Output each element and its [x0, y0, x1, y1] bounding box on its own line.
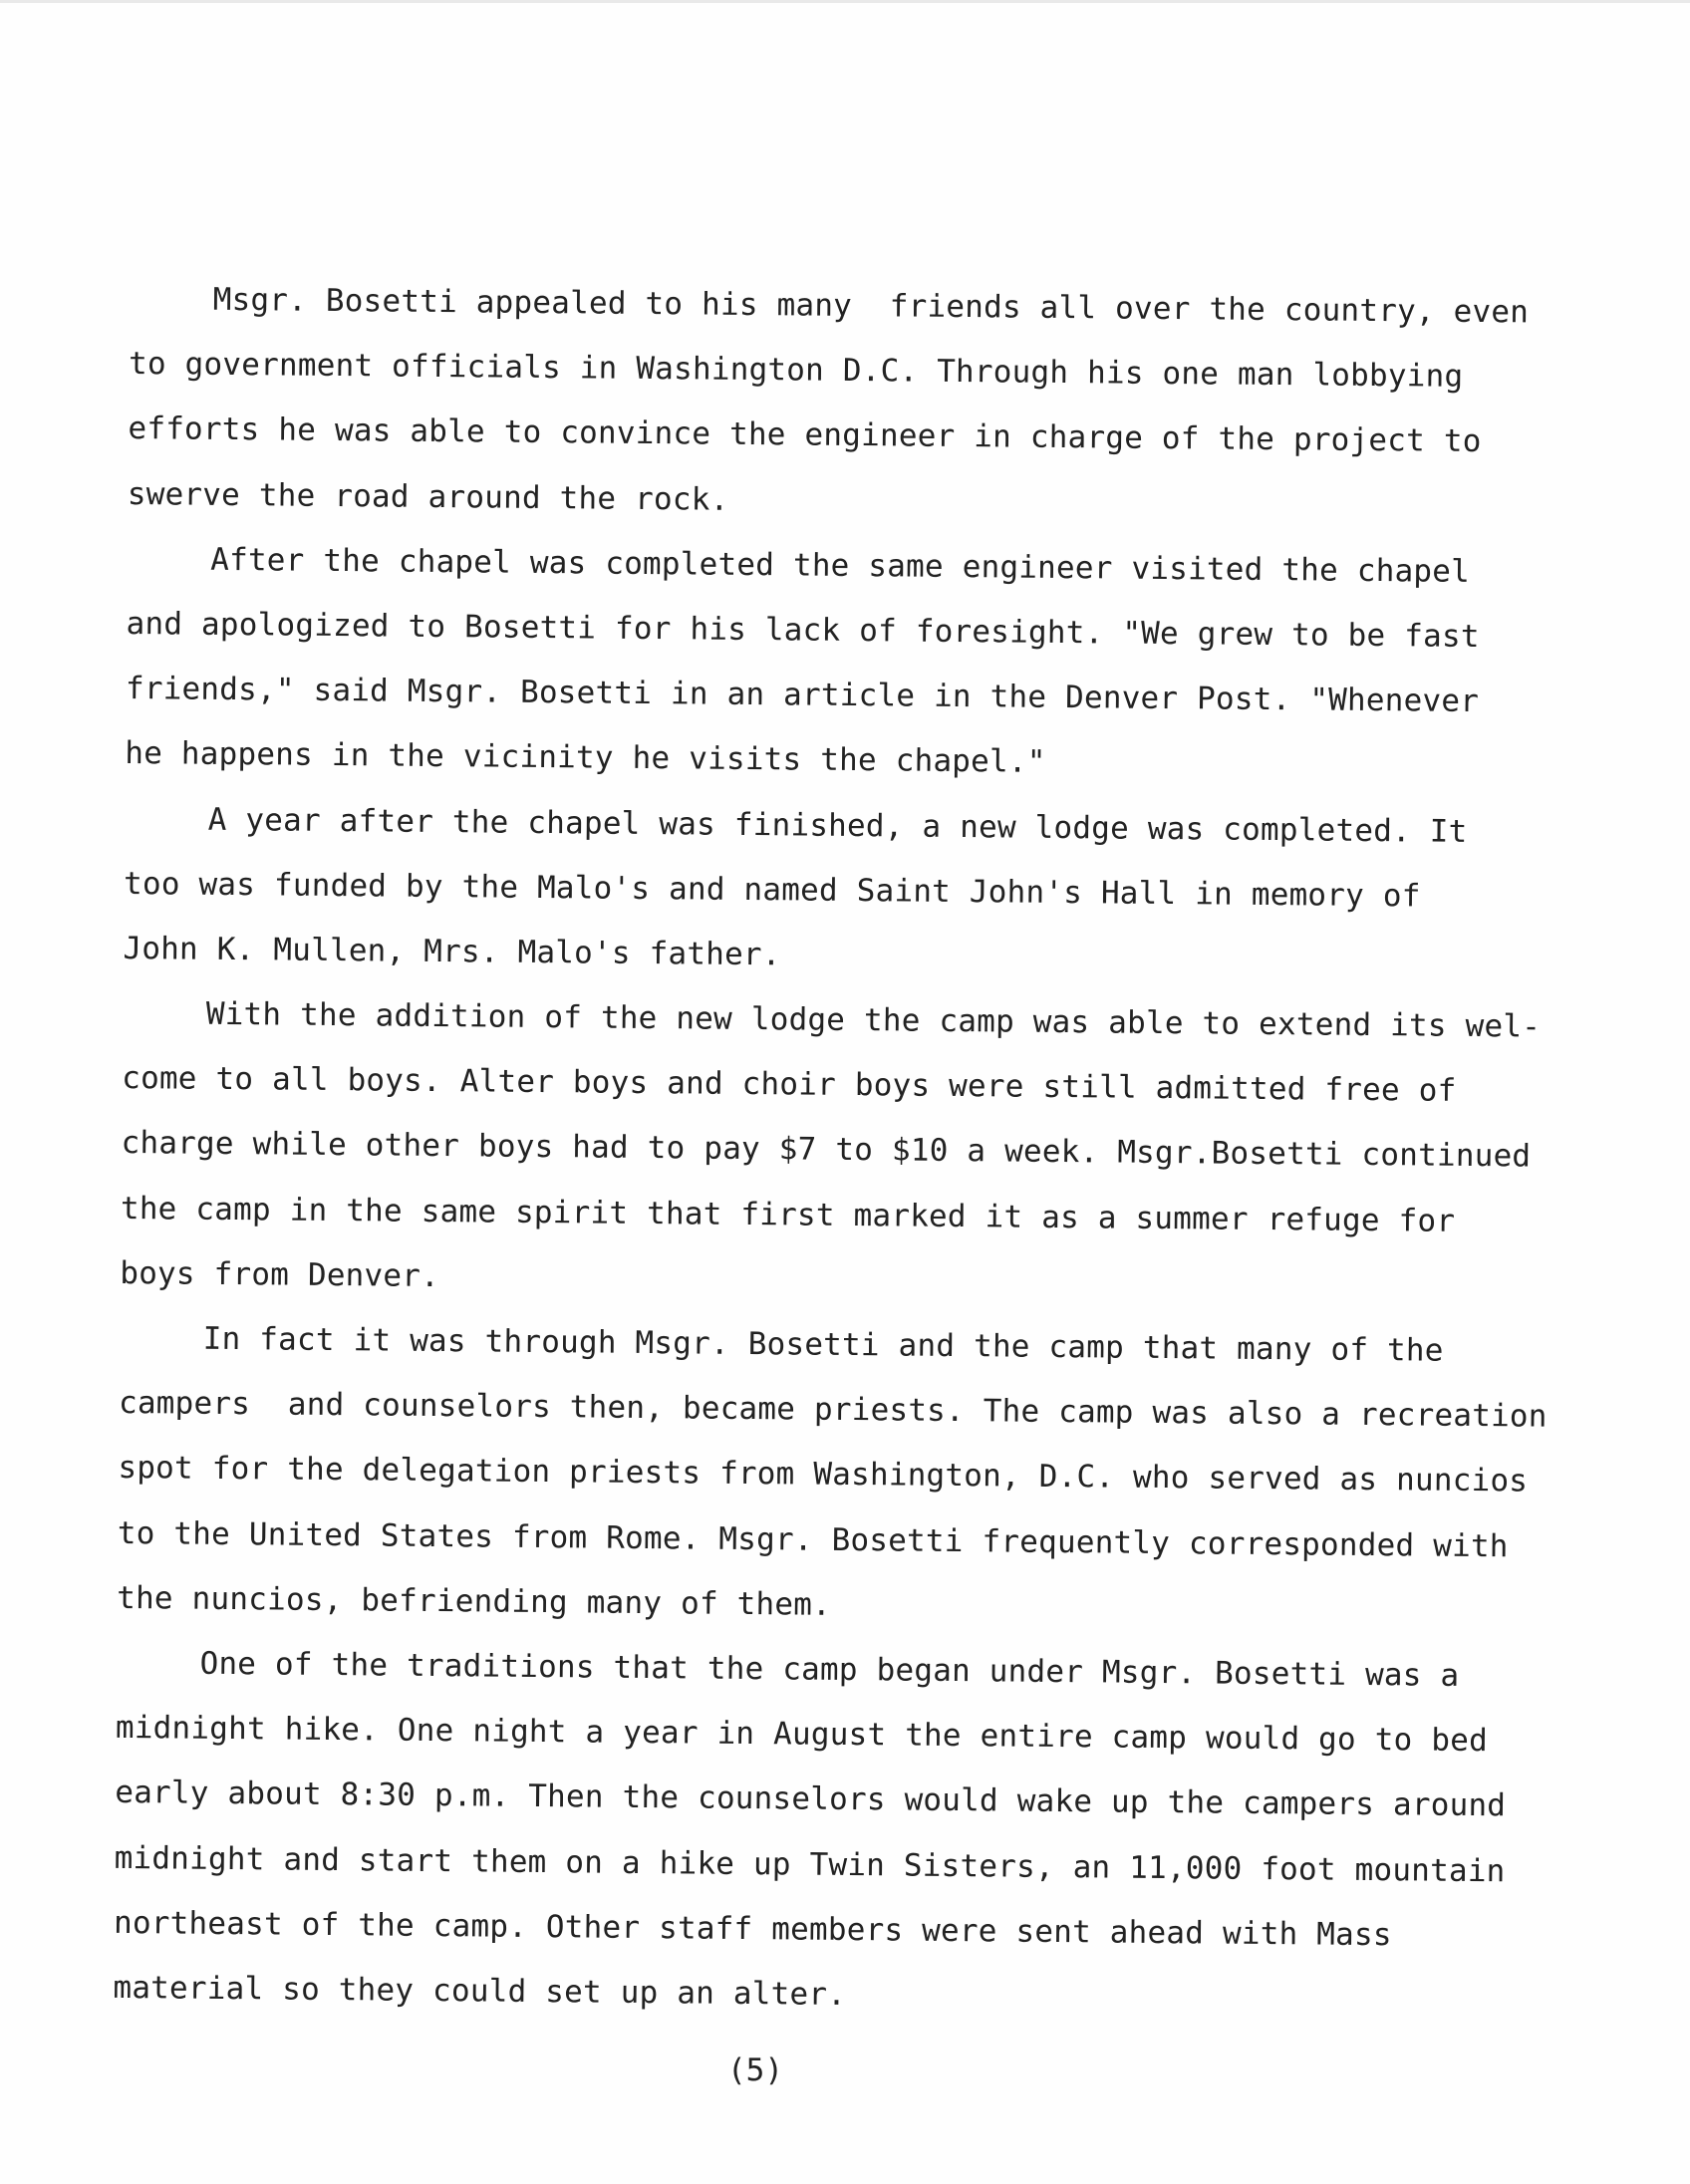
text-line: to the United States from Rome. Msgr. Bosetti frequently corresponded with — [117, 1514, 1509, 1564]
text-line: swerve the road around the rock. — [127, 475, 729, 518]
page-top-edge — [0, 0, 1690, 3]
text-line: midnight hike. One night a year in August the entire camp would go to bed — [115, 1710, 1489, 1760]
text-line: John K. Mullen, Mrs. Malo's father. — [123, 930, 781, 973]
text-line: spot for the delegation priests from Washington, D.C. who served as nuncios — [118, 1450, 1529, 1500]
text-line: material so they could set up an alter. — [113, 1969, 847, 2013]
text-line: With the addition of the new lodge the camp was able to extend its wel- — [205, 995, 1542, 1045]
text-line: A year after the chapel was finished, a new lodge was completed. It — [207, 801, 1468, 850]
text-line: and apologized to Bosetti for his lack of foresight. "We grew to be fast — [126, 605, 1480, 655]
text-line: One of the traditions that the camp began under Msgr. Bosetti was a — [199, 1645, 1460, 1694]
text-line: midnight and start them on a hike up Twin Sisters, an 11,000 foot mountain — [114, 1839, 1506, 1889]
text-line: campers and counselors then, became priests. The camp was also a recreation — [118, 1385, 1548, 1435]
text-line: In fact it was through Msgr. Bosetti and the camp that many of the — [202, 1320, 1444, 1369]
text-line: the camp in the same spirit that first marked it as a summer refuge for — [120, 1190, 1456, 1239]
text-line: Msgr. Bosetti appealed to his many friends all over the country, even — [212, 281, 1530, 331]
text-line: After the chapel was completed the same engineer visited the chapel — [210, 541, 1471, 590]
text-line: efforts he was able to convince the engineer in charge of the project to — [128, 410, 1482, 460]
text-line: too was funded by the Malo's and named Saint John's Hall in memory of — [123, 865, 1421, 915]
text-line: charge while other boys had to pay $7 to $10 a week. Msgr.Bosetti continued — [121, 1125, 1532, 1175]
page-number: (5) — [727, 2052, 783, 2088]
text-line: friends," said Msgr. Bosetti in an article in the Denver Post. "Whenever — [125, 671, 1480, 720]
text-line: to government officials in Washington D.C. Through his one man lobbying — [128, 346, 1464, 396]
text-line: early about 8:30 p.m. Then the counselors would wake up the campers around — [115, 1774, 1507, 1824]
text-line: northeast of the camp. Other staff members were sent ahead with Mass — [113, 1904, 1392, 1953]
text-line: the nuncios, befriending many of them. — [117, 1579, 832, 1623]
text-line: he happens in the vicinity he visits the chapel." — [125, 735, 1046, 781]
text-line: come to all boys. Alter boys and choir boys were still admitted free of — [122, 1060, 1457, 1110]
typed-body-text — [113, 267, 1664, 2036]
text-line: boys from Denver. — [120, 1254, 440, 1294]
